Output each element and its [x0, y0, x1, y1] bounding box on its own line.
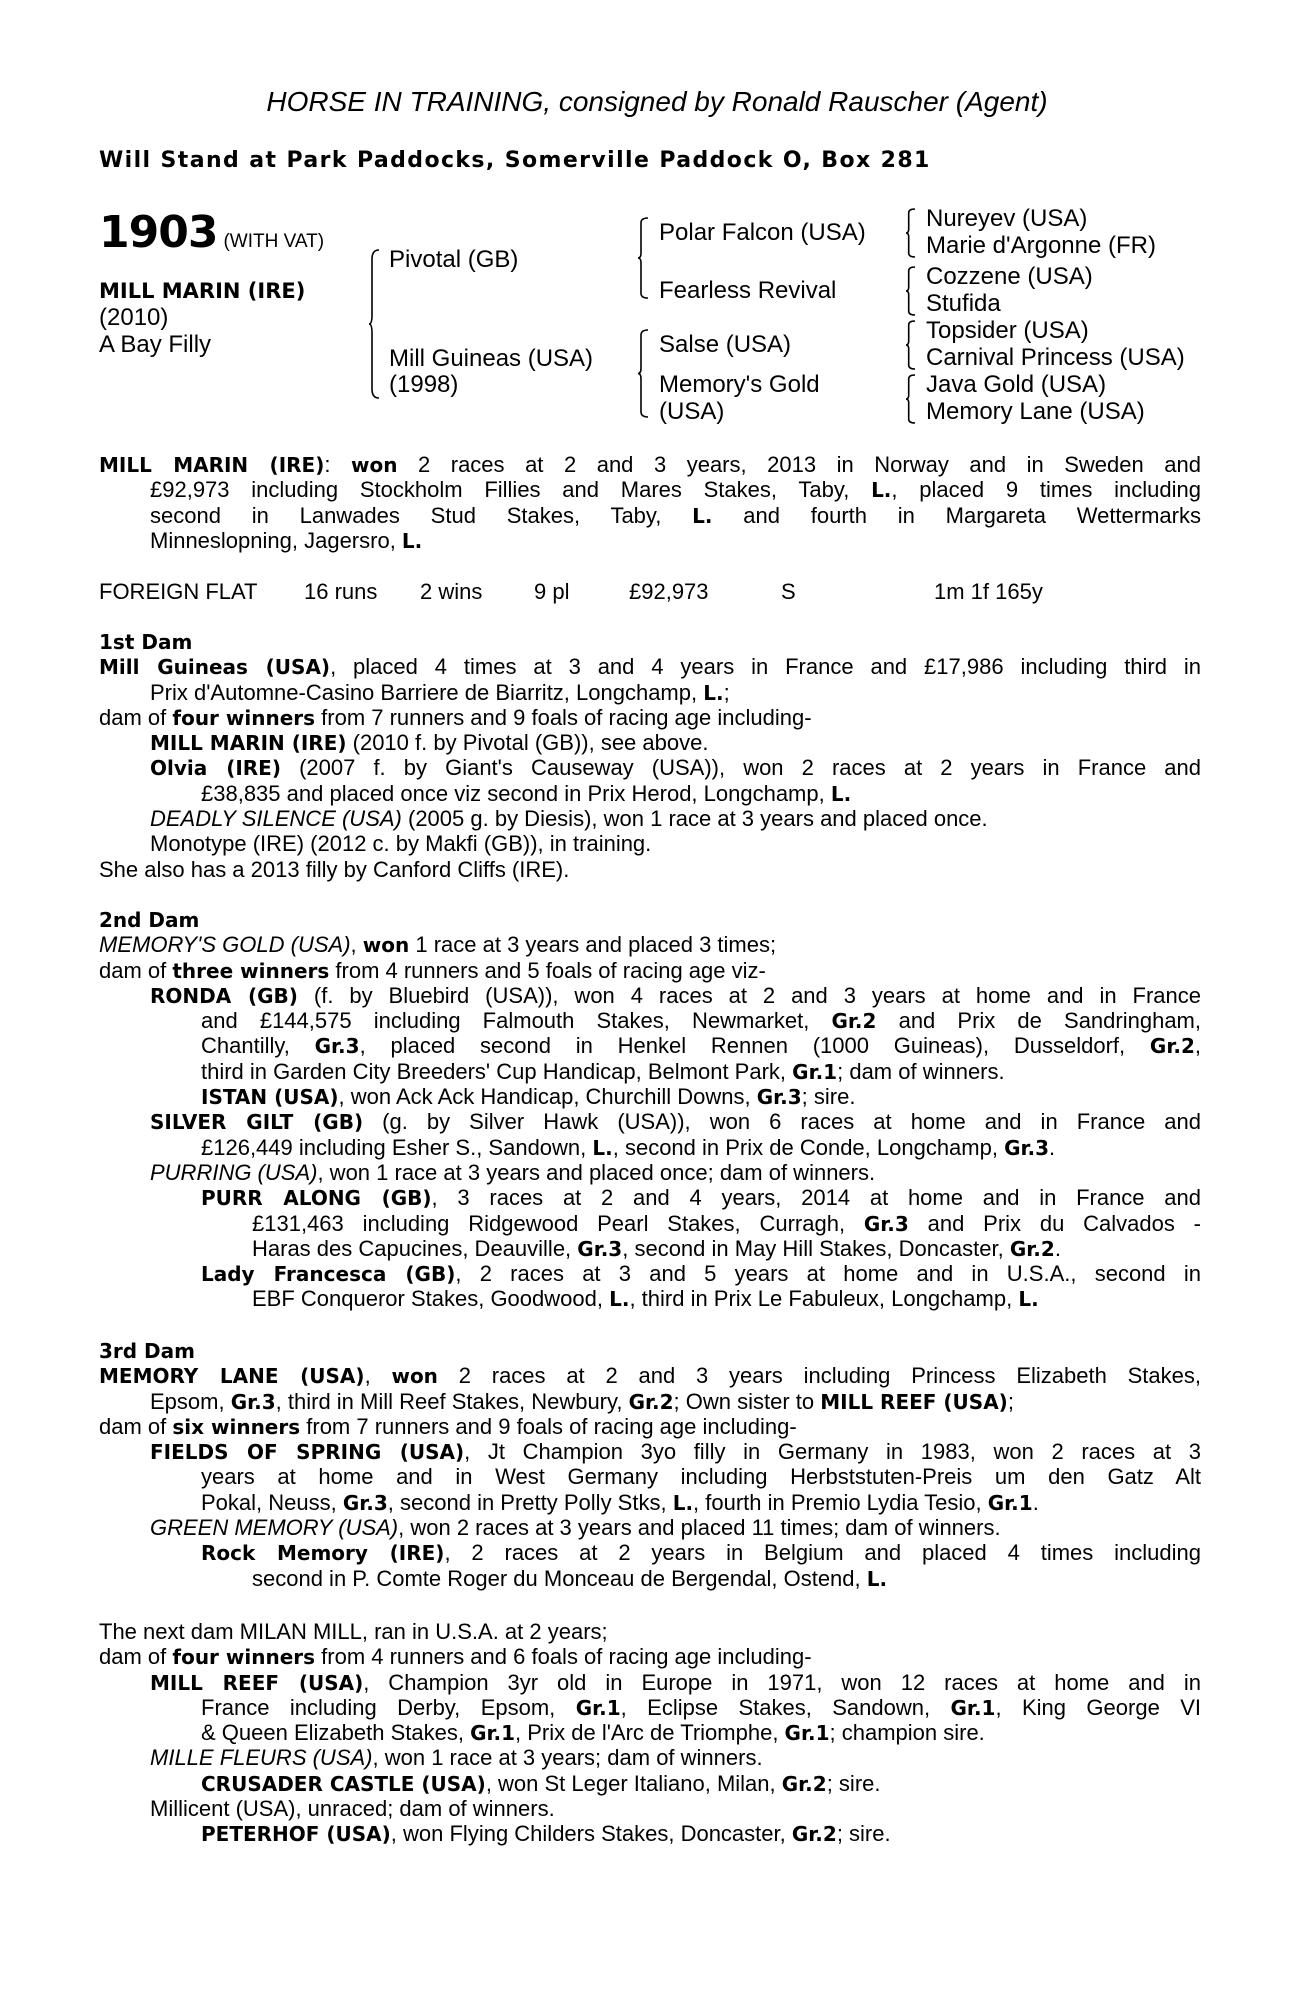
bold-text: Gr.2 [831, 1009, 877, 1034]
bold-text: Gr.1 [470, 1721, 516, 1746]
text: from 7 runners and 9 foals of racing age including- [315, 704, 812, 730]
bold-text: L. [672, 1490, 694, 1515]
paragraph [0, 1439, 1314, 1515]
text-line [0, 654, 1201, 679]
bold-text: Gr.3 [1004, 1135, 1050, 1160]
paragraph [0, 932, 1314, 957]
text: ; sire. [836, 1821, 891, 1847]
text-line [0, 1644, 1201, 1669]
text: £92,973 including Stockholm Fillies and Mares Stakes, Taby, [150, 477, 872, 503]
pedigree-great-grandparent: Marie d'Argonne (FR) [926, 232, 1156, 259]
pedigree-sire-sire: Polar Falcon (USA) [659, 219, 866, 246]
text-line [0, 1109, 1201, 1134]
text: dam of [99, 1644, 173, 1670]
text-line [0, 528, 1201, 553]
pedigree-brace [906, 375, 915, 423]
text-line [0, 1821, 1201, 1846]
bold-text: 2nd Dam [99, 908, 200, 932]
italic-text: MILLE FLEURS (USA) [150, 1745, 373, 1771]
text-line [0, 452, 1201, 477]
bold-text: won [350, 453, 398, 477]
text-line [0, 1745, 1201, 1770]
text: ; Own sister to [673, 1388, 821, 1414]
text-line [0, 1059, 1201, 1084]
text: , [350, 932, 363, 958]
text-line [0, 983, 1201, 1008]
bold-text: RONDA (GB) [150, 983, 298, 1008]
pedigree-brace [906, 321, 915, 369]
text-line [0, 1490, 1201, 1515]
text: and Prix de Sandringham, [876, 1008, 1201, 1034]
bold-text: Gr.3 [342, 1490, 388, 1515]
text: third in Garden City Breeders' Cup Handicap, Belmont Park, [201, 1058, 793, 1084]
text: , won St Leger Italiano, Milan, [485, 1770, 782, 1796]
text: , Prix de l'Arc de Triomphe, [515, 1720, 785, 1746]
text: £126,449 including Esher S., Sandown, [201, 1134, 593, 1160]
text: from 4 runners and 5 foals of racing age viz- [329, 957, 766, 983]
text-line [0, 1540, 1201, 1565]
text: ; sire. [826, 1770, 881, 1796]
text: dam of [99, 1413, 173, 1439]
pedigree-great-grandparent: Carnival Princess (USA) [926, 344, 1185, 371]
text-line [0, 932, 1201, 957]
text: 2 races at 2 and 3 years, 2013 in Norway and in Sweden and [397, 452, 1201, 477]
text: and fourth in Margareta Wettermarks [712, 502, 1201, 528]
pedigree-brace [906, 209, 915, 257]
text-line [0, 1695, 1201, 1720]
text: Epsom, [150, 1388, 231, 1414]
bold-text: Mill Guineas (USA) [99, 655, 331, 680]
text-line [0, 1566, 1201, 1591]
text: Haras des Capucines, Deauville, [252, 1235, 578, 1261]
text: (2007 f. by Giant's Causeway (USA)), won 2 races at 2 years in France and [280, 755, 1201, 781]
text: The next dam MILAN MILL, ran in U.S.A. at 2 years; [99, 1619, 608, 1644]
paragraph [0, 831, 1314, 856]
paragraph [0, 755, 1314, 806]
bold-text: 1st Dam [99, 630, 193, 654]
text: Prix d'Automne-Casino Barriere de Biarritz, Longchamp, [150, 679, 704, 705]
text: and Prix du Calvados - [908, 1210, 1201, 1236]
pedigree-dam-dam-country: (USA) [659, 398, 725, 425]
paragraph [0, 452, 1314, 553]
italic-text: GREEN MEMORY (USA) [150, 1515, 399, 1541]
bold-text: Gr.3 [230, 1389, 276, 1414]
paragraph [0, 1644, 1314, 1669]
first-dam-section [0, 629, 1314, 882]
paragraph [0, 1160, 1314, 1185]
text: dam of [99, 704, 173, 730]
paragraph [0, 1821, 1314, 1846]
text-line [0, 705, 1201, 730]
text-line [0, 1160, 1201, 1185]
text: , 2 races at 2 years in Belgium and placed 4 times including [444, 1540, 1201, 1566]
text: second in Lanwades Stud Stakes, Taby, [150, 502, 693, 528]
text: , placed 9 times including [891, 477, 1201, 503]
bold-text: Gr.2 [628, 1389, 674, 1414]
record-wins: 2 wins [420, 579, 483, 604]
text-line [0, 857, 1201, 882]
record-going: S [781, 579, 796, 604]
pedigree-great-grandparent: Nureyev (USA) [926, 205, 1088, 232]
lot-number-block [99, 207, 324, 258]
bold-text: three winners [172, 958, 330, 983]
bold-text: Gr.3 [314, 1034, 360, 1059]
text: £131,463 including Ridgewood Pearl Stakes, Curragh, [252, 1210, 864, 1236]
bold-text: L. [609, 1287, 630, 1312]
text-line [0, 1185, 1201, 1210]
text: , third in Prix Le Fabuleux, Longchamp, [629, 1286, 1019, 1312]
pedigree-brace [638, 330, 648, 417]
foaling-year: (2010) [99, 304, 169, 331]
paragraph [0, 958, 1314, 983]
bold-text: MILL REEF (USA) [820, 1389, 1008, 1414]
text: Millicent (USA), unraced; dam of winners. [150, 1796, 555, 1822]
bold-text: four winners [172, 1645, 316, 1670]
paragraph [0, 1185, 1314, 1261]
text: (g. by Silver Hawk (USA)), won 6 races at home and in France and [363, 1109, 1201, 1135]
bold-text: Gr.1 [987, 1490, 1033, 1515]
text: years at home and in West Germany including Herbststuten-Preis um den Gatz Alt [201, 1464, 1201, 1490]
text-line [0, 1439, 1201, 1464]
bold-text: L. [692, 503, 713, 528]
text: Minneslopning, Jagersro, [150, 527, 402, 553]
bold-text: ISTAN (USA) [201, 1085, 339, 1110]
bold-text: FIELDS OF SPRING (USA) [150, 1440, 465, 1465]
text: from 7 runners and 9 foals of racing age including- [300, 1413, 797, 1439]
bold-text: SILVER GILT (GB) [150, 1110, 364, 1135]
record-runs: 16 runs [304, 579, 378, 604]
catalogue-heading: HORSE IN TRAINING, consigned by Ronald Rauscher (Agent) [266, 86, 1048, 117]
text-line [0, 477, 1201, 502]
text-line [0, 1796, 1201, 1821]
text: : [324, 452, 351, 477]
text-line [0, 755, 1201, 780]
location-line: Will Stand at Park Paddocks, Somerville Paddock O, Box 281 [99, 148, 931, 173]
text: , second in Prix de Conde, Longchamp, [612, 1134, 1005, 1160]
bold-text: MILL MARIN (IRE) [99, 453, 325, 477]
text: , third in Mill Reef Stakes, Newbury, [275, 1388, 629, 1414]
text-line [0, 1619, 1201, 1644]
pedigree-great-grandparent: Cozzene (USA) [926, 263, 1093, 290]
bold-text: L. [1018, 1287, 1039, 1312]
pedigree-great-grandparent: Stufida [926, 290, 1001, 317]
text-line [0, 1771, 1201, 1796]
text: , second in Pretty Polly Stks, [387, 1489, 673, 1515]
text: She also has a 2013 filly by Canford Cliffs (IRE). [99, 856, 570, 882]
text-line [0, 1670, 1201, 1695]
bold-text: PETERHOF (USA) [201, 1822, 391, 1847]
paragraph [0, 1540, 1314, 1591]
pedigree-sire-dam: Fearless Revival [659, 277, 837, 304]
text: & Queen Elizabeth Stakes, [201, 1720, 471, 1746]
pedigree-great-grandparent: Java Gold (USA) [926, 371, 1107, 398]
pedigree-brace [638, 218, 648, 298]
bold-text: Gr.1 [784, 1721, 830, 1746]
bold-text: six winners [172, 1414, 301, 1439]
bold-text: L. [592, 1135, 613, 1160]
paragraph [0, 654, 1314, 705]
paragraph [0, 1414, 1314, 1439]
text-line [0, 730, 1201, 755]
race-record-table [0, 579, 1314, 604]
bold-text: MEMORY LANE (USA) [99, 1364, 365, 1389]
text: EBF Conqueror Stakes, Goodwood, [252, 1286, 610, 1312]
pedigree-dam-year: (1998) [389, 371, 459, 398]
horse-name-text: MILL MARIN (IRE) [99, 279, 306, 303]
paragraph [0, 806, 1314, 831]
text: , second in May Hill Stakes, Doncaster, [622, 1235, 1010, 1261]
text: Pokal, Neuss, [201, 1489, 343, 1515]
text-line [0, 1033, 1201, 1058]
horse-name [99, 277, 305, 305]
paragraph [0, 1363, 1314, 1414]
text: , 2 races at 3 and 5 years at home and in U.S.A., second in [455, 1261, 1201, 1287]
bold-text: 3rd Dam [99, 1339, 195, 1363]
italic-text: PURRING (USA) [150, 1159, 318, 1185]
text: and £144,575 including Falmouth Stakes, Newmarket, [201, 1008, 832, 1034]
bold-text: Gr.2 [1009, 1236, 1055, 1261]
paragraph [0, 705, 1314, 730]
text: ; [1007, 1388, 1014, 1414]
text: Monotype (IRE) (2012 c. by Makfi (GB)), in training. [150, 831, 652, 857]
bold-text: Rock Memory (IRE) [201, 1541, 445, 1566]
text-line [0, 1008, 1201, 1033]
bold-text: Gr.2 [781, 1771, 827, 1796]
text: (2010 f. by Pivotal (GB)), see above. [346, 730, 709, 756]
text-line [0, 907, 1201, 932]
text: 2 races at 2 and 3 years including Princess Elizabeth Stakes, [437, 1363, 1201, 1389]
text: dam of [99, 957, 173, 983]
lot-number: 1903 [99, 207, 218, 258]
text-line [0, 781, 1201, 806]
text-line [0, 1720, 1201, 1745]
paragraph [0, 1771, 1314, 1796]
text-line [0, 806, 1201, 831]
bold-text: MILL MARIN (IRE) [150, 731, 347, 756]
bold-text: four winners [172, 705, 316, 730]
text: , won 1 race at 3 years; dam of winners. [372, 1745, 763, 1771]
pedigree-great-grandparent: Memory Lane (USA) [926, 398, 1145, 425]
text: , Eclipse Stakes, Sandown, [620, 1694, 951, 1720]
text: . [1032, 1489, 1039, 1515]
text: , won 2 races at 3 years and placed 11 times; dam of winners. [398, 1515, 1001, 1541]
bold-text: PURR ALONG (GB) [201, 1186, 432, 1211]
bold-text: Gr.2 [791, 1822, 837, 1847]
italic-text: MEMORY'S GOLD (USA) [99, 932, 351, 958]
bold-text: Gr.1 [792, 1059, 838, 1084]
text-line [0, 1389, 1201, 1414]
text: France including Derby, Epsom, [201, 1694, 576, 1720]
text: , won Ack Ack Handicap, Churchill Downs, [338, 1084, 757, 1110]
paragraph [0, 857, 1314, 882]
paragraph [0, 1515, 1314, 1540]
text-line [0, 1084, 1201, 1109]
text-line [0, 1464, 1201, 1489]
next-dam-section [0, 1619, 1314, 1847]
paragraph [0, 1745, 1314, 1770]
second-dam-section [0, 907, 1314, 1312]
text: , won Flying Childers Stakes, Doncaster, [390, 1821, 792, 1847]
text-line [0, 1338, 1201, 1363]
text: ; sire. [801, 1084, 856, 1110]
bold-text: Gr.3 [756, 1085, 802, 1110]
paragraph [0, 1109, 1314, 1160]
pedigree-great-grandparent: Topsider (USA) [926, 317, 1089, 344]
text: , [1194, 1033, 1201, 1059]
pedigree-dam-sire: Salse (USA) [659, 331, 792, 358]
paragraph [0, 1670, 1314, 1746]
paragraph [0, 730, 1314, 755]
section-heading [0, 907, 1314, 932]
bold-text: Gr.2 [1149, 1034, 1195, 1059]
text: ; champion sire. [829, 1720, 985, 1746]
paragraph [0, 1619, 1314, 1644]
bold-text: Gr.3 [577, 1236, 623, 1261]
horse-description: A Bay Filly [99, 331, 212, 358]
bold-text: Gr.1 [575, 1695, 621, 1720]
text-line [0, 1363, 1201, 1388]
text: , placed 4 times at 3 and 4 years in France and £17,986 including third in [330, 654, 1201, 680]
record-distance: 1m 1f 165y [934, 579, 1043, 604]
text-line [0, 629, 1201, 654]
bold-text: L. [401, 528, 423, 553]
italic-text: DEADLY SILENCE (USA) [150, 806, 402, 832]
text: from 4 runners and 6 foals of racing age including- [315, 1644, 812, 1670]
text: (2005 g. by Diesis), won 1 race at 3 years and placed once. [401, 806, 988, 832]
bold-text: won [391, 1364, 438, 1389]
pedigree-dam-dam: Memory's Gold [659, 371, 820, 398]
text: , King George VI [995, 1694, 1201, 1720]
text-line [0, 503, 1201, 528]
bold-text: L. [703, 680, 724, 705]
text: ; dam of winners. [837, 1058, 1005, 1084]
bold-text: CRUSADER CASTLE (USA) [201, 1771, 486, 1796]
text-line [0, 1414, 1201, 1439]
text-line [0, 1261, 1201, 1286]
text: . [1049, 1134, 1056, 1160]
pedigree-dam: Mill Guineas (USA) [389, 345, 594, 372]
pedigree-brace [369, 250, 379, 398]
bold-text: Gr.3 [863, 1211, 909, 1236]
text: , [364, 1363, 392, 1389]
text: £38,835 and placed once viz second in Prix Herod, Longchamp, [201, 780, 831, 806]
text: ; [723, 679, 730, 705]
record-earnings: £92,973 [629, 579, 709, 604]
text: , placed second in Henkel Rennen (1000 Guineas), Dusseldorf, [359, 1033, 1150, 1059]
text-line [0, 1515, 1201, 1540]
text: , won 1 race at 3 years and placed once; dam of winners. [317, 1159, 876, 1185]
paragraph [0, 1796, 1314, 1821]
section-heading [0, 1338, 1314, 1363]
text-line [0, 1135, 1201, 1160]
paragraph [0, 1261, 1314, 1312]
text-line [0, 958, 1201, 983]
record-category: FOREIGN FLAT [99, 579, 258, 604]
text: second in P. Comte Roger du Monceau de Bergendal, Ostend, [252, 1565, 867, 1591]
pedigree-sire: Pivotal (GB) [389, 246, 519, 273]
bold-text: Lady Francesca (GB) [201, 1262, 456, 1287]
pedigree-brace [906, 267, 915, 315]
paragraph [0, 983, 1314, 1084]
bold-text: MILL REEF (USA) [150, 1670, 364, 1695]
section-heading [0, 629, 1314, 654]
bold-text: L. [830, 781, 852, 806]
bold-text: won [362, 933, 410, 958]
text: Chantilly, [201, 1033, 315, 1059]
text: , 3 races at 2 and 4 years, 2014 at home and in France and [431, 1185, 1201, 1211]
bold-text: Olvia (IRE) [150, 756, 281, 781]
paragraph [0, 1084, 1314, 1109]
text: 1 race at 3 years and placed 3 times; [409, 932, 777, 958]
record-placed: 9 pl [534, 579, 570, 604]
race-record-summary [0, 452, 1314, 553]
text-line [0, 1286, 1201, 1311]
bold-text: L. [871, 478, 892, 503]
text-line [0, 1211, 1201, 1236]
text: , Jt Champion 3yo filly in Germany in 1983, won 2 races at 3 [464, 1439, 1201, 1465]
text-line [0, 680, 1201, 705]
vat-note: (WITH VAT) [223, 231, 325, 252]
text-line [0, 831, 1201, 856]
text: , Champion 3yr old in Europe in 1971, won 12 races at home and in [363, 1669, 1201, 1695]
bold-text: L. [866, 1566, 888, 1591]
bold-text: Gr.1 [950, 1695, 996, 1720]
text: , fourth in Premio Lydia Tesio, [693, 1489, 988, 1515]
text: (f. by Bluebird (USA)), won 4 races at 2 and 3 years at home and in France [297, 982, 1201, 1008]
text: . [1054, 1235, 1061, 1261]
third-dam-section [0, 1338, 1314, 1591]
text-line [0, 1236, 1201, 1261]
